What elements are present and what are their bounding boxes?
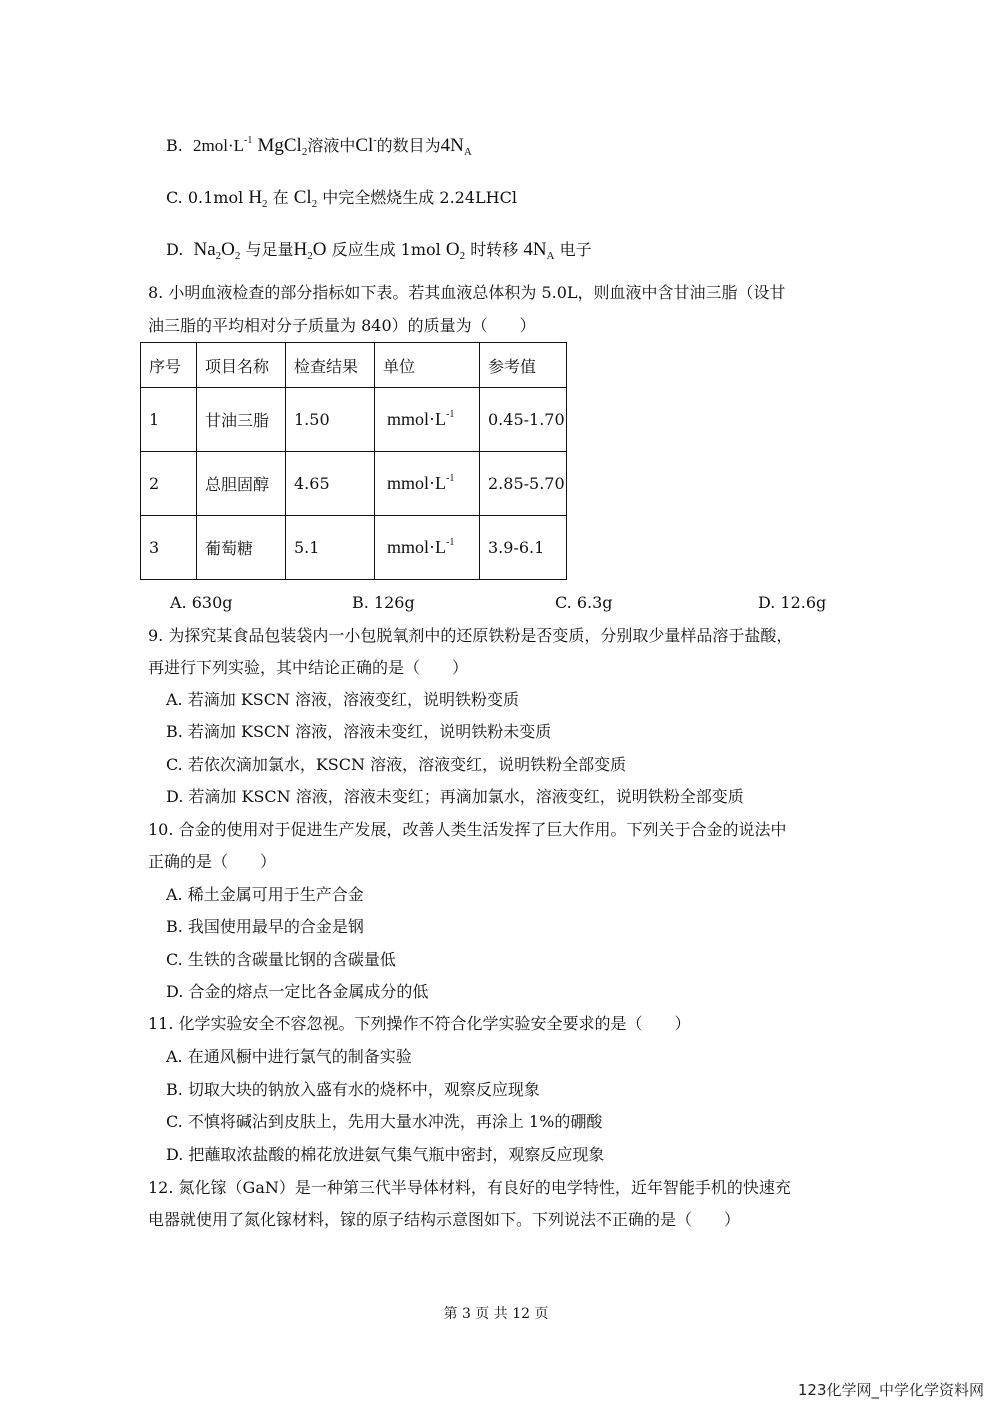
cell-no: 2 (141, 452, 197, 516)
cell-ref: 0.45-1.70 (480, 388, 567, 452)
table-header-cell: 检查结果 (286, 343, 375, 388)
table-header-cell: 参考值 (480, 343, 567, 388)
cell-name: 葡萄糖 (197, 516, 286, 580)
q8-option-a: A. 630g (170, 593, 233, 612)
table-header-cell: 项目名称 (197, 343, 286, 388)
cell-no: 3 (141, 516, 197, 580)
q7-option-d (166, 240, 592, 260)
cell-ref: 2.85-5.70 (480, 452, 567, 516)
q9-option-b: B. 若滴加 KSCN 溶液，溶液未变红，说明铁粉未变质 (166, 722, 552, 741)
text: 在 (272, 188, 289, 207)
cell-unit: $mmol\cdot L^{-1}$ (375, 452, 480, 516)
q10-option-b: B. 我国使用最早的合金是钢 (166, 917, 364, 936)
q7-option-c (166, 188, 517, 208)
cell-unit: $mmol\cdot L^{-1}$ (375, 388, 480, 452)
q10-stem-line2: 正确的是（ ） (148, 852, 277, 871)
text: 中完全燃烧生成 2.24LHCl (322, 188, 517, 207)
formula-na: $4N_A$ (523, 239, 555, 262)
page-footer: 第 3 页 共 12 页 (443, 1306, 549, 1322)
table-row (141, 452, 567, 516)
q10-option-c: C. 生铁的含碳量比钢的含碳量低 (166, 950, 396, 969)
q8-stem-line2: 油三脂的平均相对分子质量为 840）的质量为（ ） (148, 316, 536, 335)
q12-stem-line1: 12. 氮化镓（GaN）是一种第三代半导体材料，有良好的电学特性，近年智能手机的快速充 (148, 1178, 791, 1197)
option-label: D. (166, 240, 184, 259)
cell-no: 1 (141, 388, 197, 452)
formula-na2o2: $Na_2O_2$ (193, 239, 241, 262)
text: 电子 (559, 240, 592, 259)
option-label: C. 0.1mol (166, 188, 244, 207)
q9-option-c: C. 若依次滴加氯水，KSCN 溶液，溶液变红，说明铁粉全部变质 (166, 755, 627, 774)
cell-ref: 3.9-6.1 (480, 516, 567, 580)
cell-result: 4.65 (286, 452, 375, 516)
q9-stem-line1: 9. 为探究某食品包装袋内一小包脱氧剂中的还原铁粉是否变质，分别取少量样品溶于盐酸， (148, 626, 793, 645)
formula-o2: $O_2$ (445, 239, 466, 262)
text: 溶液中 (307, 136, 356, 155)
table-header-cell: 单位 (375, 343, 480, 388)
table-header-row (141, 343, 567, 388)
q10-option-a: A. 稀土金属可用于生产合金 (166, 885, 364, 904)
table-header-cell: 序号 (141, 343, 197, 388)
cell-result: 5.1 (286, 516, 375, 580)
q10-option-d: D. 合金的熔点一定比各金属成分的低 (166, 982, 429, 1001)
q11-option-d: D. 把蘸取浓盐酸的棉花放进氨气集气瓶中密封，观察反应现象 (166, 1145, 605, 1164)
formula-na: $4N_A$ (440, 135, 472, 158)
q11-option-a: A. 在通风橱中进行氯气的制备实验 (166, 1047, 412, 1066)
q11-stem: 11. 化学实验安全不容忽视。下列操作不符合化学实验安全要求的是（ ） (148, 1014, 691, 1033)
formula-h2: $H_2$ (248, 187, 268, 210)
formula-h2o: $H_2O$ (293, 239, 327, 262)
cell-result: 1.50 (286, 388, 375, 452)
q10-stem-line1: 10. 合金的使用对于促进生产发展，改善人类生活发挥了巨大作用。下列关于合金的说法中 (148, 820, 787, 839)
q11-option-b: B. 切取大块的钠放入盛有水的烧杯中，观察反应现象 (166, 1080, 540, 1099)
q9-option-a: A. 若滴加 KSCN 溶液，溶液变红，说明铁粉变质 (166, 690, 520, 709)
text: 与足量 (245, 240, 294, 259)
q7-option-b (166, 136, 472, 156)
table-row (141, 516, 567, 580)
formula-cl-ion: Cl- (355, 135, 377, 156)
q9-stem-line2: 再进行下列实验，其中结论正确的是（ ） (148, 658, 469, 677)
cell-name: 甘油三脂 (197, 388, 286, 452)
formula-mgcl2: MgCl$_2$ (257, 135, 308, 158)
unit-text: $2mol\cdot L^{-1}$ (193, 135, 253, 155)
q9-option-d: D. 若滴加 KSCN 溶液，溶液未变红；再滴加氯水，溶液变红，说明铁粉全部变质 (166, 787, 744, 806)
q8-stem-line1: 8. 小明血液检查的部分指标如下表。若其血液总体积为 5.0L，则血液中含甘油三脂（设甘 (148, 283, 786, 302)
option-label: B. (166, 136, 183, 155)
text: 时转移 (470, 240, 519, 259)
q8-option-d: D. 12.6g (758, 593, 827, 612)
blood-test-table (140, 342, 567, 580)
q8-option-c: C. 6.3g (555, 593, 613, 612)
q12-stem-line2: 电器就使用了氮化镓材料，镓的原子结构示意图如下。下列说法不正确的是（ ） (148, 1210, 741, 1229)
table-row (141, 388, 567, 452)
site-watermark: 123化学网_中学化学资料网 (797, 1381, 984, 1399)
formula-cl2: $Cl_2$ (293, 187, 318, 210)
text: 反应生成 1mol (331, 240, 441, 259)
cell-name: 总胆固醇 (197, 452, 286, 516)
q8-option-b: B. 126g (352, 593, 415, 612)
text: 的数目为 (376, 136, 441, 155)
cell-unit: $mmol\cdot L^{-1}$ (375, 516, 480, 580)
q11-option-c: C. 不慎将碱沾到皮肤上，先用大量水冲洗，再涂上 1%的硼酸 (166, 1112, 603, 1131)
